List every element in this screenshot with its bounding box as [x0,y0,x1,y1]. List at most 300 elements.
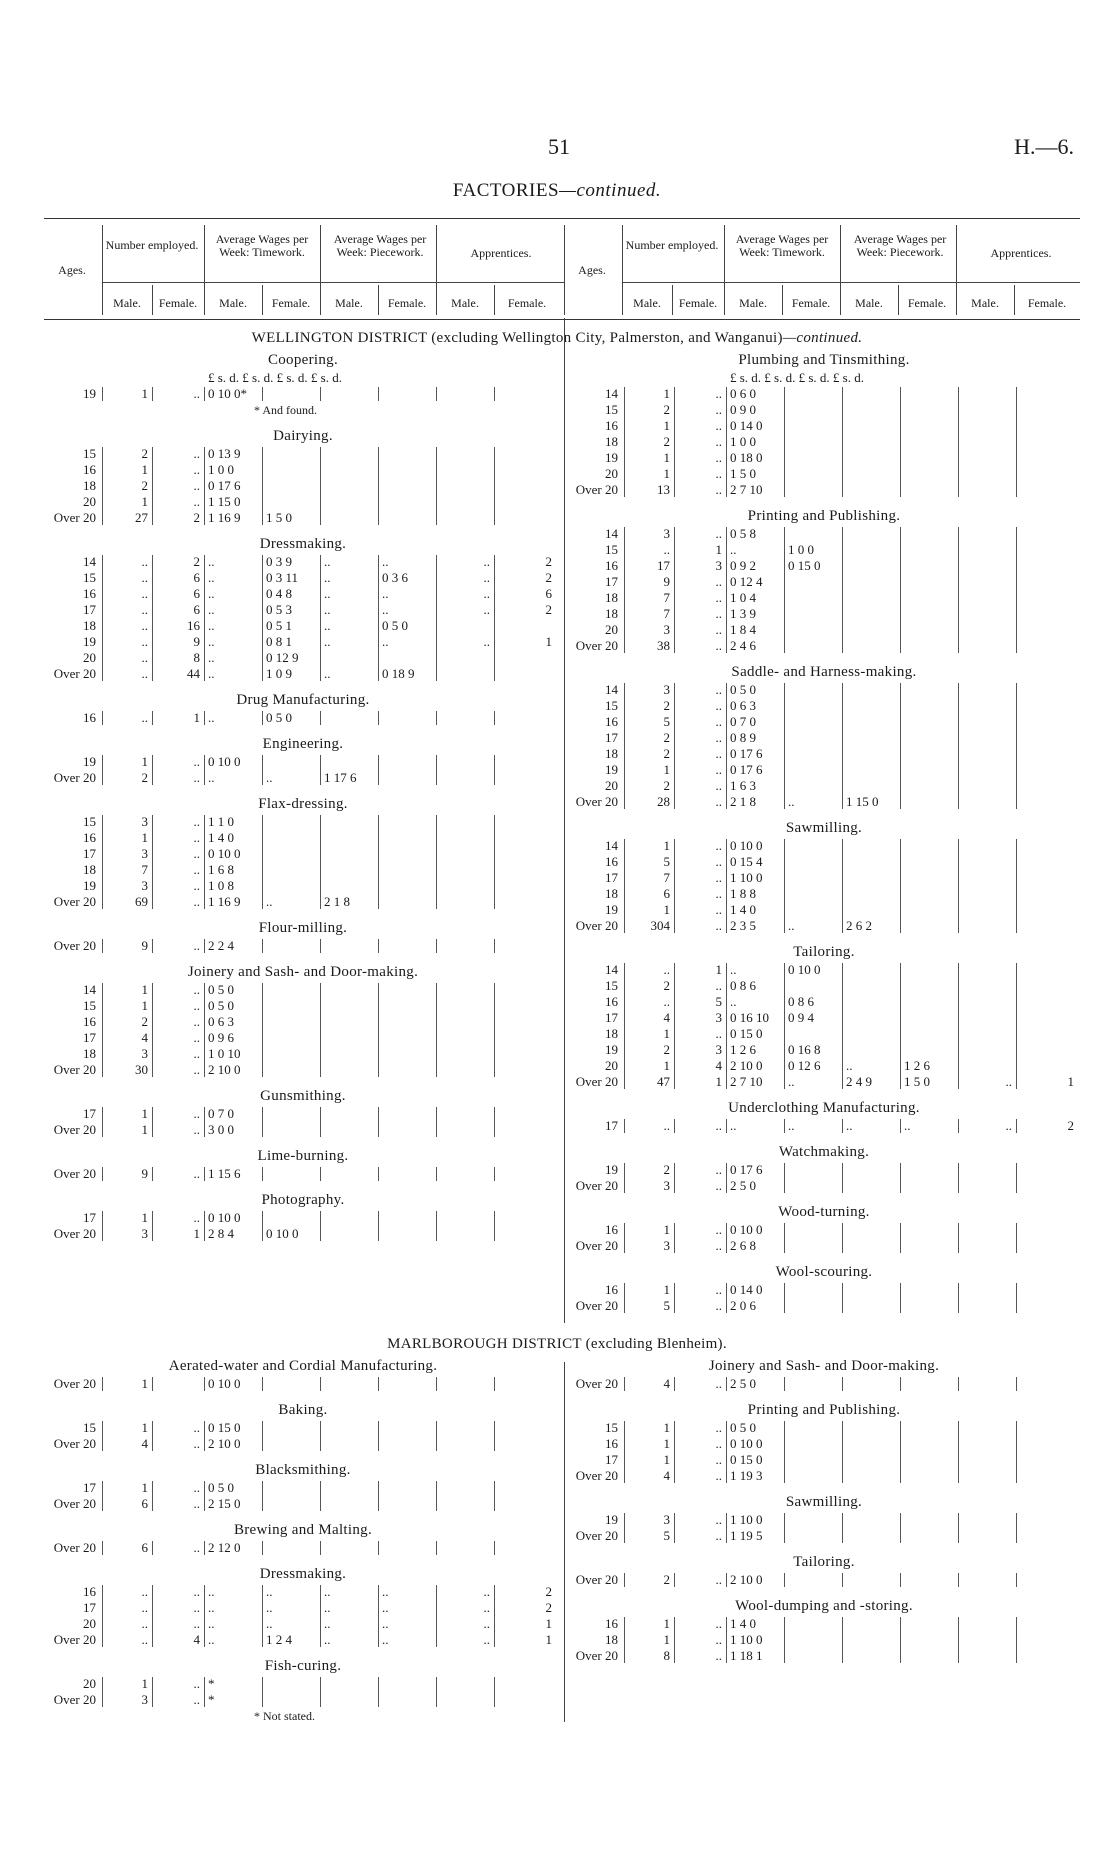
cell-tm: 0 9 0 [730,402,756,417]
column-rule [262,1211,263,1241]
header-divider [840,225,841,315]
cell-pm: .. [846,1058,853,1073]
table-row [566,606,1082,622]
column-rule [842,839,843,933]
column-rule [1016,1421,1017,1483]
column-rule [1016,1513,1017,1543]
cell-m: .. [141,666,148,681]
cell-age: 18 [83,478,96,493]
cell-f: .. [715,838,722,853]
cell-age: 19 [605,1162,618,1177]
cell-age: Over 20 [53,1062,96,1077]
cell-tm: 2 10 0 [208,1436,241,1451]
cell-f: .. [715,1616,722,1631]
cell-tm: 0 17 6 [730,762,763,777]
cell-pf: .. [382,1632,389,1647]
header-female: Female. [507,296,547,310]
cell-age: 16 [605,714,618,729]
cell-tm: 0 6 0 [730,386,756,401]
column-rule [204,1541,205,1555]
cell-f: .. [715,1572,722,1587]
column-rule [842,1163,843,1193]
industry-name: Fish-curing. [264,1658,342,1674]
cell-tf: 1 2 4 [266,1632,292,1647]
table-row [44,1014,562,1030]
column-rule [378,1167,379,1181]
column-rule [624,1119,625,1133]
table-row [44,938,562,954]
section-rows [44,1584,562,1648]
cell-tm: 0 18 0 [730,450,763,465]
table-row [44,554,562,570]
industry-name: Wool-scouring. [775,1264,873,1280]
table-row [44,814,562,830]
header-female: Female. [387,296,427,310]
cell-age: 16 [605,1222,618,1237]
cell-f: .. [715,1298,722,1313]
cell-f: 2 [193,510,200,525]
cell-tf: .. [788,1118,795,1133]
cell-age: Over 20 [575,482,618,497]
cell-f: .. [715,1282,722,1297]
header-male: Male. [113,296,141,310]
cell-tm: 1 5 0 [730,466,756,481]
cell-m: 3 [663,1178,670,1193]
column-rule [102,755,103,785]
column-rule [842,1283,843,1313]
column-rule [494,711,495,725]
cell-tm: 2 3 5 [730,918,756,933]
header-divider [102,225,103,315]
cell-tm: 0 10 0 [208,1210,241,1225]
cell-tm: .. [208,710,215,725]
cell-tm: 0 9 2 [730,558,756,573]
column-rule [204,1167,205,1181]
cell-f: 3 [715,558,722,573]
industry-section [44,1190,562,1242]
cell-m: 1 [663,1616,670,1631]
industry-section [566,1142,1082,1194]
cell-pf: .. [382,1600,389,1615]
cell-tf: 0 10 0 [788,962,821,977]
cell-f: .. [715,854,722,869]
header-male: Male. [219,296,247,310]
industry-section [566,506,1082,654]
table-row [44,1632,562,1648]
cell-m: 13 [657,482,670,497]
column-rule [320,711,321,725]
table-row [566,418,1082,434]
industry-name: Dressmaking. [259,536,347,552]
column-rule [494,1167,495,1181]
industry-section [44,1460,562,1512]
cell-tm: 0 13 9 [208,446,241,461]
column-rule [494,555,495,681]
cell-f: .. [715,466,722,481]
table-row [44,634,562,650]
cell-tm: 0 5 0 [730,1420,756,1435]
cell-f: .. [193,1106,200,1121]
column-rule [1016,963,1017,1089]
table-row [566,1376,1082,1392]
column-rule [102,1541,103,1555]
cell-age: 15 [605,402,618,417]
table-header-right [564,218,1080,320]
cell-m: 2 [663,778,670,793]
header-divider [378,285,379,315]
column-rule [958,1283,959,1313]
cell-f: .. [193,462,200,477]
column-rule [204,447,205,525]
cell-tm: 1 0 0 [208,462,234,477]
column-rule [102,1107,103,1137]
cell-tm: 1 4 0 [730,1616,756,1631]
cell-m: 1 [663,450,670,465]
column-rule [958,683,959,809]
table-row [566,1042,1082,1058]
column-rule [436,1421,437,1451]
column-rule [152,983,153,1077]
industry-section [566,1596,1082,1664]
section-rows [566,1118,1082,1134]
cell-m: 2 [663,434,670,449]
cell-tm: 0 10 0 [208,754,241,769]
cell-f: 16 [187,618,200,633]
cell-tm: 0 5 0 [208,998,234,1013]
cell-tf: .. [266,894,273,909]
column-rule [674,1283,675,1313]
table-row [566,778,1082,794]
cell-f: .. [715,402,722,417]
cell-m: 7 [663,606,670,621]
column-rule [320,939,321,953]
cell-f: .. [193,1540,200,1555]
cell-tm: 1 0 8 [208,878,234,893]
column-rule [726,1283,727,1313]
industry-name: Joinery and Sash- and Door-making. [708,1358,940,1374]
cell-pm: .. [324,666,331,681]
wellington-left-column [44,350,562,1250]
cell-am: .. [483,554,490,569]
cell-m: 1 [663,762,670,777]
table-row [566,698,1082,714]
cell-f: .. [715,918,722,933]
section-rows [566,962,1082,1090]
cell-tf: 0 8 1 [266,634,292,649]
header-divider [204,225,205,315]
cell-pm: .. [324,1616,331,1631]
cell-m: 1 [663,466,670,481]
section-rows [44,1210,562,1242]
cell-m: 1 [141,1480,148,1495]
cell-pm: .. [324,554,331,569]
column-rule [378,1541,379,1555]
section-rows [566,1282,1082,1314]
column-rule [436,983,437,1077]
column-rule [378,387,379,401]
cell-tm: 0 10 0 [730,838,763,853]
cell-tf: .. [788,918,795,933]
table-row [566,1162,1082,1178]
footnote: * And found. [254,403,317,417]
cell-f: 5 [715,994,722,1009]
column-rule [1016,527,1017,653]
cell-f: .. [715,746,722,761]
cell-age: 16 [83,830,96,845]
column-rule [262,983,263,1077]
cell-tf: 0 5 1 [266,618,292,633]
industry-section [44,1564,562,1648]
cell-f: .. [715,794,722,809]
cell-tf: 0 3 11 [266,570,299,585]
column-rule [152,1677,153,1707]
cell-m: 3 [663,682,670,697]
column-rule [102,983,103,1077]
table-row [566,978,1082,994]
cell-pm: 2 4 9 [846,1074,872,1089]
cell-f: .. [193,1420,200,1435]
cell-tm: 0 10 0 [730,1436,763,1451]
column-rule [378,555,379,681]
industry-section [44,1400,562,1452]
industry-name: Printing and Publishing. [747,508,901,524]
cell-tm: 1 6 3 [730,778,756,793]
table-row [566,1572,1082,1588]
column-rule [204,1107,205,1137]
cell-f: .. [715,886,722,901]
column-rule [320,1585,321,1647]
table-row [566,1420,1082,1436]
cell-f: .. [715,1452,722,1467]
cell-f: 1 [193,710,200,725]
cell-f: 3 [715,1042,722,1057]
header-divider [262,285,263,315]
cell-age: Over 20 [53,770,96,785]
table-row [44,1584,562,1600]
cell-m: .. [663,542,670,557]
column-rule [204,711,205,725]
cell-age: Over 20 [53,1632,96,1647]
cell-m: 1 [141,1376,148,1391]
table-row [44,1166,562,1182]
column-rule [204,1421,205,1451]
table-row [566,542,1082,558]
cell-m: 1 [663,1452,670,1467]
cell-pm: .. [846,1118,853,1133]
cell-pm: .. [324,1600,331,1615]
section-rows [44,982,562,1078]
column-rule [494,1211,495,1241]
cell-age: Over 20 [53,894,96,909]
cell-f: .. [715,1632,722,1647]
industry-name: Coopering. [267,352,339,368]
table-row [44,446,562,462]
cell-age: 20 [83,1676,96,1691]
column-rule [784,839,785,933]
cell-f: .. [715,778,722,793]
cell-f: .. [193,938,200,953]
header-number-employed: Number employed. [105,238,199,252]
column-rule [958,1513,959,1543]
column-rule [152,387,153,401]
cell-age: 19 [605,762,618,777]
column-rule [152,1107,153,1137]
column-rule [958,1377,959,1391]
column-rule [262,1481,263,1511]
column-rule [262,1677,263,1707]
column-rule [378,983,379,1077]
cell-tm: 0 15 0 [730,1452,763,1467]
cell-tm: 2 5 0 [730,1178,756,1193]
cell-tf: 0 8 6 [788,994,814,1009]
cell-f: .. [193,878,200,893]
cell-am: .. [483,570,490,585]
cell-m: 2 [141,478,148,493]
cell-m: .. [663,994,670,1009]
column-rule [900,1223,901,1253]
cell-m: 3 [141,1692,148,1707]
cell-m: 3 [141,1226,148,1241]
cell-age: 17 [605,574,618,589]
header-male: Male. [451,296,479,310]
cell-m: .. [141,634,148,649]
cell-m: .. [141,1584,148,1599]
currency-units: £ s. d. £ s. d. £ s. d. £ s. d. [208,370,342,385]
table-row [566,794,1082,810]
table-row [44,878,562,894]
cell-am: .. [1005,1074,1012,1089]
cell-f: .. [715,730,722,745]
section-rows [566,682,1082,810]
column-rule [958,839,959,933]
column-rule [262,711,263,725]
column-rule [494,1377,495,1391]
cell-f: .. [715,574,722,589]
cell-age: 17 [83,846,96,861]
column-rule [436,1677,437,1707]
column-rule [674,1377,675,1391]
cell-age: 16 [605,994,618,1009]
cell-am: .. [483,1632,490,1647]
cell-age: 14 [605,386,618,401]
column-rule [494,1541,495,1555]
cell-tm: 2 8 4 [208,1226,234,1241]
cell-f: .. [193,1122,200,1137]
section-rows [566,838,1082,934]
cell-age: Over 20 [53,1540,96,1555]
column-rule [378,815,379,909]
column-rule [436,1541,437,1555]
cell-m: 7 [663,870,670,885]
cell-m: 1 [141,1210,148,1225]
table-row [566,574,1082,590]
cell-age: 17 [605,870,618,885]
industry-name: Wool-dumping and -storing. [735,1598,913,1614]
header-male: Male. [739,296,767,310]
column-rule [320,1481,321,1511]
column-rule [726,387,727,497]
cell-f: .. [715,698,722,713]
table-row [566,918,1082,934]
cell-tm: 2 15 0 [208,1496,241,1511]
column-rule [674,963,675,1089]
column-rule [842,963,843,1089]
industry-section [566,1356,1082,1392]
cell-m: 1 [663,902,670,917]
cell-pf: 0 18 9 [382,666,415,681]
cell-pm: 1 15 0 [846,794,879,809]
cell-m: .. [141,650,148,665]
cell-tm: .. [208,1584,215,1599]
column-rule [436,711,437,725]
cell-m: .. [141,586,148,601]
cell-age: 17 [605,1118,618,1133]
page-title: FACTORIES—continued. [452,180,662,201]
industry-section [566,818,1082,934]
cell-pf: .. [382,554,389,569]
table-row [566,838,1082,854]
cell-m: 38 [657,638,670,653]
cell-m: 3 [663,622,670,637]
column-rule [726,527,727,653]
cell-tm: 0 17 6 [730,1162,763,1177]
cell-tf: .. [788,794,795,809]
cell-m: 1 [141,830,148,845]
table-row [44,894,562,910]
cell-age: 16 [83,1584,96,1599]
cell-age: 18 [605,886,618,901]
cell-m: 1 [663,1282,670,1297]
cell-age: 18 [605,606,618,621]
column-rule [320,1211,321,1241]
cell-f: .. [193,814,200,829]
cell-am: .. [483,1616,490,1631]
table-row [566,1468,1082,1484]
column-rule [674,1119,675,1133]
cell-age: 18 [605,434,618,449]
column-rule [262,1421,263,1451]
table-row [566,886,1082,902]
cell-age: 20 [83,1616,96,1631]
cell-age: 15 [605,698,618,713]
column-rule [624,387,625,497]
industry-section [566,1400,1082,1484]
column-rule [436,1377,437,1391]
column-rule [1016,1573,1017,1587]
cell-f: 6 [193,602,200,617]
cell-m: 5 [663,1298,670,1313]
footnote: * Not stated. [254,1709,315,1723]
cell-tm: 2 7 10 [730,482,763,497]
column-rule [262,815,263,909]
section-rows [566,386,1082,498]
column-rule [900,839,901,933]
column-rule [436,387,437,401]
header-avg-timework: Average Wages per Week: Timework. [735,232,829,259]
cell-pm: .. [324,1584,331,1599]
table-row [566,450,1082,466]
column-rule [674,1421,675,1483]
column-rule [436,755,437,785]
cell-age: Over 20 [53,1166,96,1181]
section-rows [44,1166,562,1182]
cell-tm: 1 8 8 [730,886,756,901]
cell-age: 20 [605,1058,618,1073]
column-rule [1016,1223,1017,1253]
cell-age: Over 20 [53,1496,96,1511]
industry-section [44,1356,562,1392]
column-rule [320,815,321,909]
